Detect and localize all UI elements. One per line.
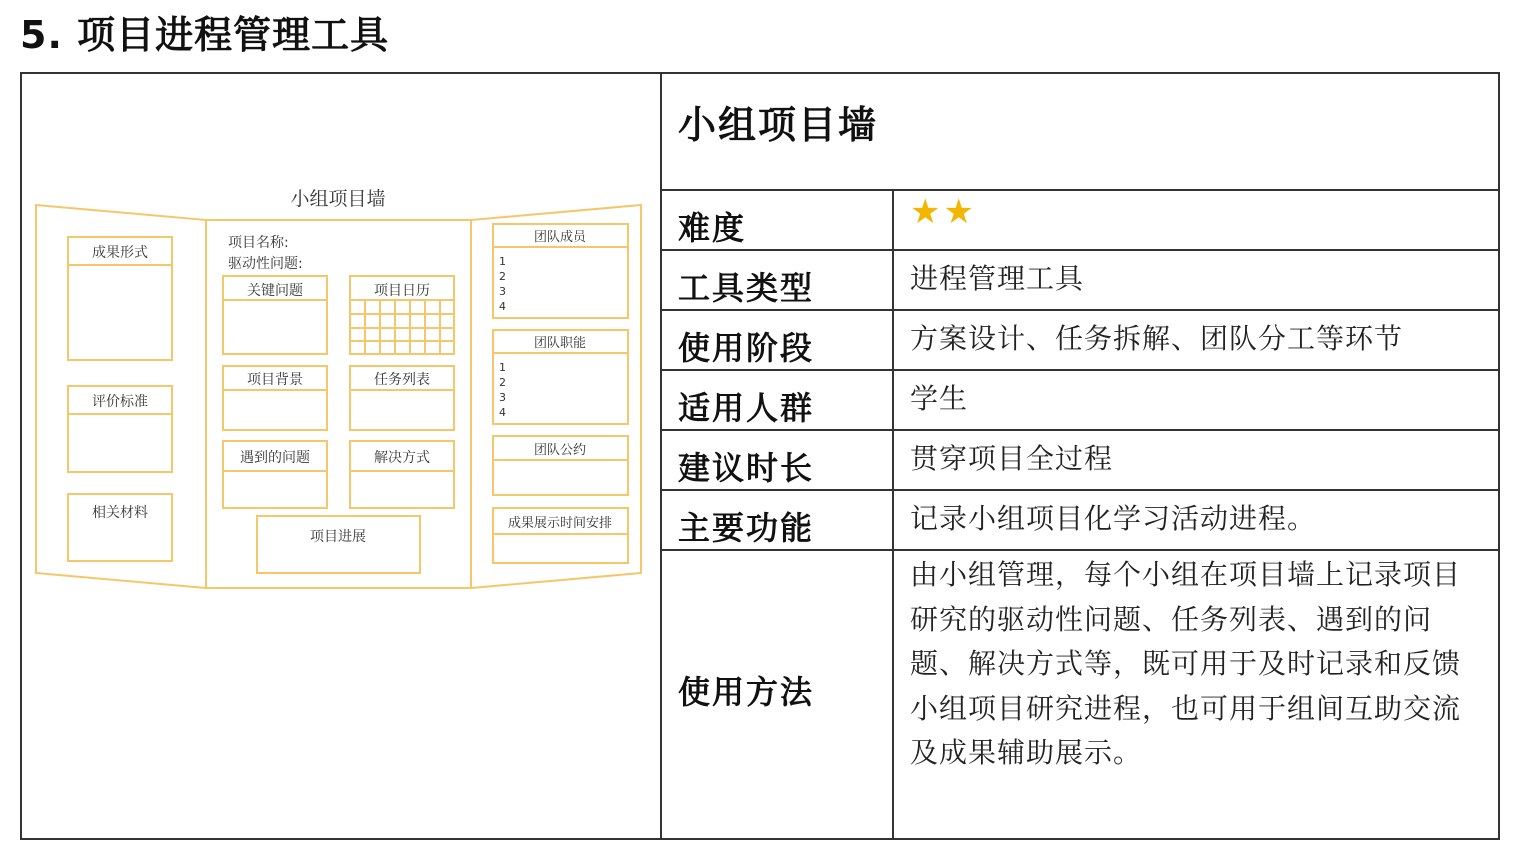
row-value: 方案设计、任务拆解、团队分工等环节 — [893, 310, 1498, 370]
info-panel — [662, 74, 1498, 838]
row-value: 进程管理工具 — [893, 250, 1498, 310]
members-num-2: 2 — [499, 270, 506, 283]
method-text — [893, 550, 1498, 840]
calendar-grid — [350, 300, 454, 354]
row-key: 建议时长 — [662, 430, 893, 490]
label-calendar: 项目日历 — [374, 283, 430, 299]
label-members: 团队成员 — [533, 230, 587, 245]
label-project-name: 项目名称: — [228, 235, 289, 251]
row-audience — [662, 370, 1498, 430]
wall-title: 小组项目墙 — [290, 188, 386, 210]
row-value: 记录小组项目化学习活动进程。 — [893, 490, 1498, 550]
row-key: 使用方法 — [662, 550, 893, 840]
label-evaluation: 评价标准 — [92, 394, 148, 410]
members-num-3: 3 — [499, 285, 506, 298]
members-num-1: 1 — [499, 255, 506, 268]
row-key: 主要功能 — [662, 490, 893, 550]
project-wall-illustration — [22, 74, 658, 838]
roles-num-4: 4 — [499, 406, 506, 419]
members-num-4: 4 — [499, 300, 506, 313]
row-method — [662, 550, 1498, 840]
method-line: 题、解决方式等，既可用于及时记录和反馈 — [910, 647, 1462, 680]
method-line: 及成果辅助展示。 — [910, 736, 1143, 769]
illustration-panel — [22, 74, 662, 838]
label-task-list: 任务列表 — [374, 372, 430, 388]
row-tool-type — [662, 250, 1498, 310]
row-value: 贯穿项目全过程 — [893, 430, 1498, 490]
label-outcome-form: 成果形式 — [92, 245, 148, 261]
row-key: 适用人群 — [662, 370, 893, 430]
row-duration — [662, 430, 1498, 490]
tool-title: 小组项目墙 — [678, 102, 879, 147]
roles-num-3: 3 — [499, 391, 506, 404]
roles-num-2: 2 — [499, 376, 506, 389]
label-roles: 团队职能 — [533, 336, 587, 351]
label-problems: 遇到的问题 — [240, 450, 310, 466]
row-function — [662, 490, 1498, 550]
label-key-question: 关键问题 — [247, 283, 303, 299]
row-key: 难度 — [662, 190, 893, 250]
row-key: 工具类型 — [662, 250, 893, 310]
method-line: 由小组管理，每个小组在项目墙上记录项目 — [910, 558, 1462, 591]
info-table — [662, 189, 1498, 840]
row-stage — [662, 310, 1498, 370]
label-schedule: 成果展示时间安排 — [507, 516, 613, 531]
label-background: 项目背景 — [247, 372, 303, 388]
label-agreement: 团队公约 — [533, 443, 587, 458]
section-heading: 5. 项目进程管理工具 — [20, 13, 390, 57]
label-materials: 相关材料 — [92, 505, 148, 521]
roles-num-1: 1 — [499, 361, 506, 374]
row-key: 使用阶段 — [662, 310, 893, 370]
tool-card — [20, 72, 1500, 840]
label-progress: 项目进展 — [310, 529, 366, 545]
label-driving-question: 驱动性问题: — [228, 256, 303, 272]
label-solutions: 解决方式 — [374, 450, 430, 466]
row-difficulty — [662, 190, 1498, 250]
method-line: 研究的驱动性问题、任务列表、遇到的问 — [910, 602, 1433, 636]
difficulty-stars — [893, 190, 1498, 250]
method-line: 小组项目研究进程，也可用于组间互助交流 — [910, 691, 1462, 725]
star-icon: ★ — [943, 192, 975, 232]
star-icon: ★ — [910, 192, 942, 232]
row-value: 学生 — [893, 370, 1498, 430]
